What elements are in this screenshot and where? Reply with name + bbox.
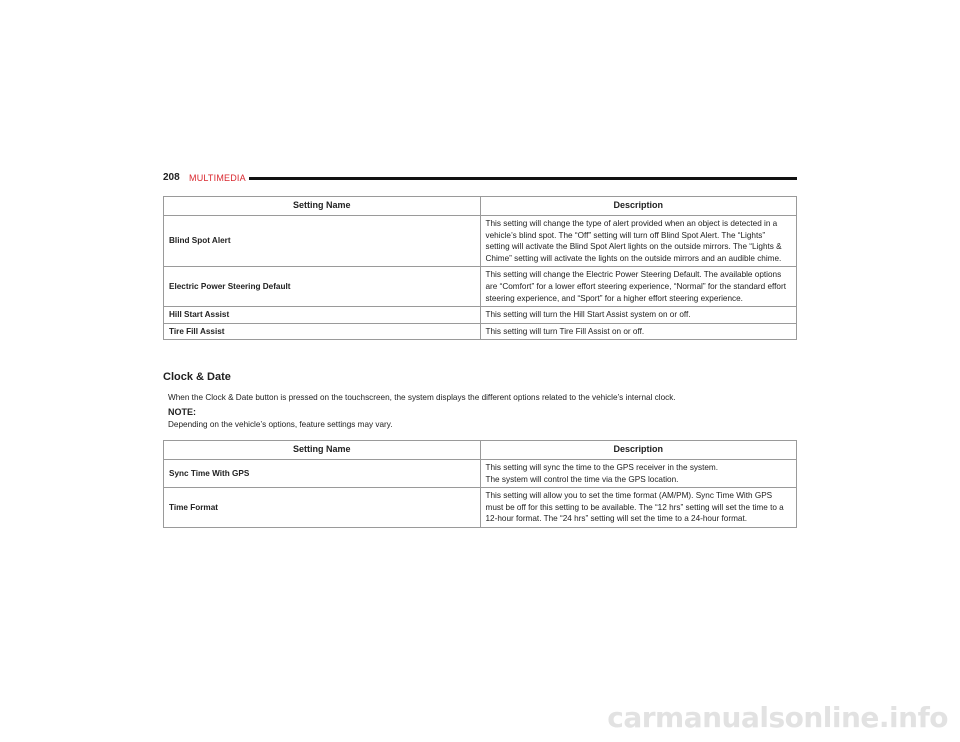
table-header-row xyxy=(164,197,797,216)
column-header-description: Description xyxy=(480,441,797,460)
table-row xyxy=(164,307,797,324)
table-row xyxy=(164,488,797,528)
setting-description-cell: This setting will turn the Hill Start Assist system on or off. xyxy=(480,307,797,324)
setting-name-cell: Blind Spot Alert xyxy=(164,216,481,267)
setting-description-cell: This setting will allow you to set the time format (AM/PM). Sync Time With GPS must be off for this setting to be available. The “12 hrs” setting will set the time to a 12-hour format. The “24 hrs” setting will set the time to a 24-hour format. xyxy=(480,488,797,528)
header-rule xyxy=(249,177,797,180)
table-header-row xyxy=(164,441,797,460)
setting-name-cell: Electric Power Steering Default xyxy=(164,267,481,307)
table-row xyxy=(164,216,797,267)
table-row xyxy=(164,323,797,340)
setting-description-cell xyxy=(480,460,797,488)
settings-table-vehicle xyxy=(163,196,797,340)
clock-intro-text: When the Clock & Date button is pressed on the touchscreen, the system displays the different options related to the vehicle’s internal clock. xyxy=(168,393,676,402)
setting-description-cell: This setting will turn Tire Fill Assist on or off. xyxy=(480,323,797,340)
setting-name-cell: Tire Fill Assist xyxy=(164,323,481,340)
column-header-description: Description xyxy=(480,197,797,216)
column-header-setting-name: Setting Name xyxy=(164,197,481,216)
setting-description-cell: This setting will change the type of alert provided when an object is detected in a vehicle’s blind spot. The “Off” setting will turn off Blind Spot Alert. The “Lights” setting will activate the Blind Spot Alert lights on the outside mirrors. The “Lights & Chime” setting will activate the lights on the outside mirrors and an audible chime. xyxy=(480,216,797,267)
note-label: NOTE: xyxy=(168,407,196,417)
site-watermark: carmanualsonline.info xyxy=(607,701,948,734)
settings-table-clock xyxy=(163,440,797,528)
setting-name-cell: Sync Time With GPS xyxy=(164,460,481,488)
setting-description-cell: This setting will change the Electric Power Steering Default. The available options are “Comfort” for a lower effort steering experience, “Normal” for the standard effort steering experience, and “Sport” for a higher effort steering experience. xyxy=(480,267,797,307)
note-text: Depending on the vehicle’s options, feature settings may vary. xyxy=(168,420,393,429)
table-row xyxy=(164,460,797,488)
table-row xyxy=(164,267,797,307)
section-name: MULTIMEDIA xyxy=(189,173,246,183)
page-number: 208 xyxy=(163,172,180,183)
page-header xyxy=(163,172,797,186)
description-line: This setting will sync the time to the GPS receiver in the system. xyxy=(485,463,719,472)
setting-name-cell: Hill Start Assist xyxy=(164,307,481,324)
description-line: The system will control the time via the GPS location. xyxy=(485,474,679,484)
setting-name-cell: Time Format xyxy=(164,488,481,528)
section-title-clock-date: Clock & Date xyxy=(163,371,231,383)
column-header-setting-name: Setting Name xyxy=(164,441,481,460)
